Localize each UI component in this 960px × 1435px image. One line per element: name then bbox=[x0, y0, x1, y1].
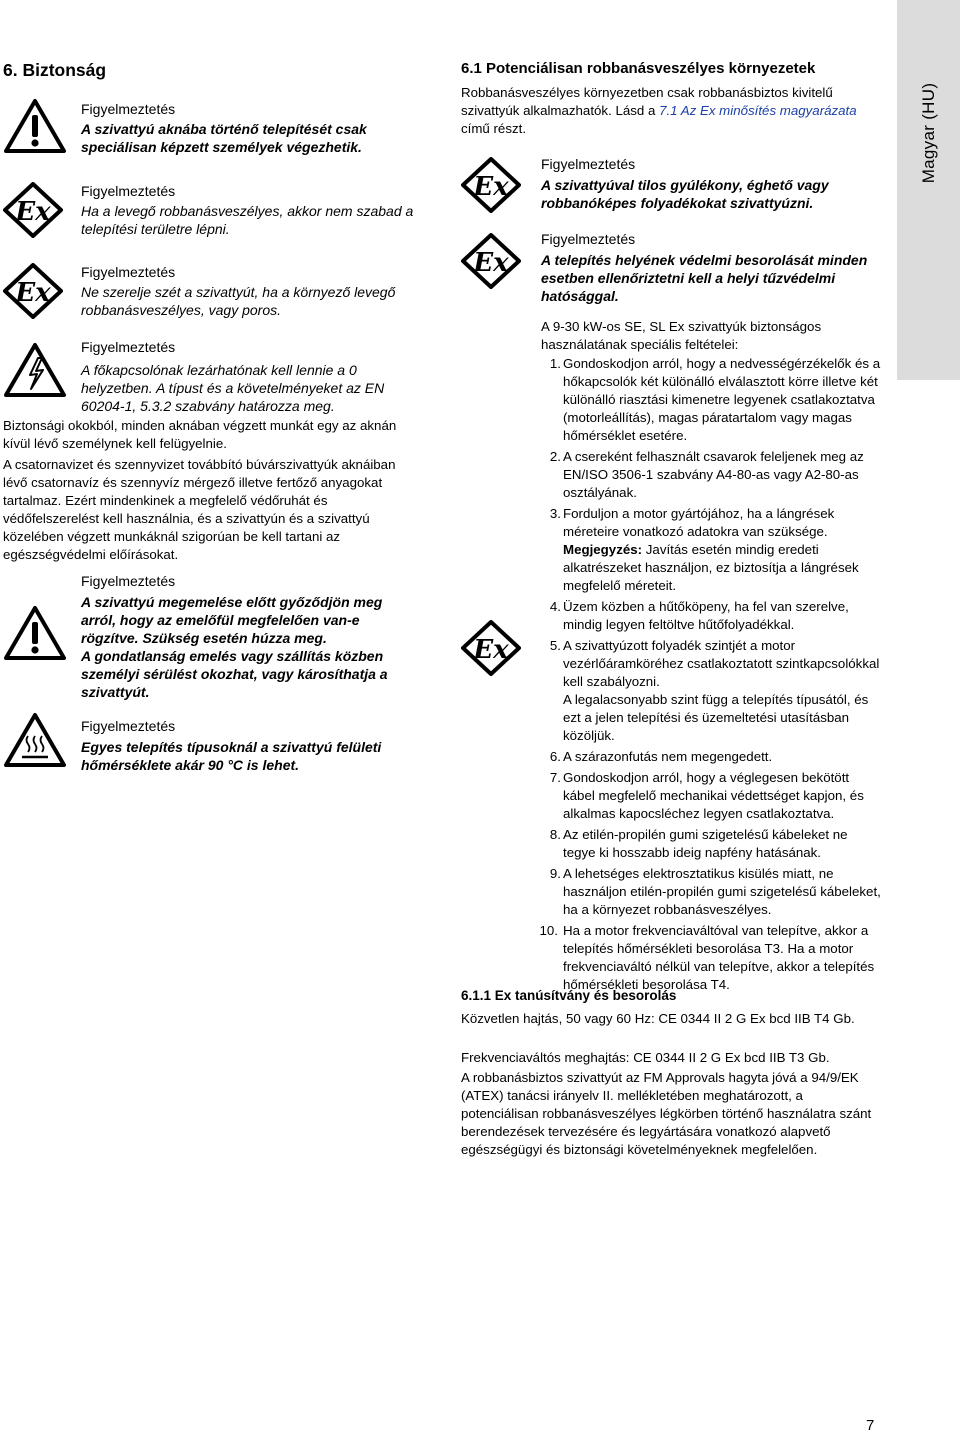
svg-text:Ex: Ex bbox=[15, 197, 51, 227]
list-text: Forduljon a motor gyártójához, ha a lángrések méreteire vonatkozó adatokra van szüksége. bbox=[563, 506, 835, 539]
warning-text: Ne szerelje szét a szivattyút, ha a környező levegő robbanásveszélyes, vagy poros. bbox=[81, 284, 396, 318]
list-number: 1. bbox=[549, 356, 561, 371]
warning-title: Figyelmeztetés bbox=[81, 183, 176, 199]
ex-explosion-icon bbox=[3, 182, 63, 238]
list-number: 6. bbox=[549, 749, 561, 764]
page-number: 7 bbox=[866, 1417, 875, 1434]
intro-suffix: című részt. bbox=[461, 121, 527, 136]
warning-title: Figyelmeztetés bbox=[81, 339, 176, 355]
subsection-heading-certificate: 6.1.1 Ex tanúsítvány és besorolás bbox=[461, 988, 677, 1003]
warning-text: A telepítés helyének védelmi besorolását minden esetben ellenőriztetni kell a helyi tűzvédelmi hatósággal. bbox=[541, 252, 868, 304]
warning-text bbox=[81, 738, 413, 774]
list-item bbox=[539, 448, 881, 502]
section-link[interactable]: 7.1 Az Ex minősítés magyarázata bbox=[659, 103, 857, 118]
note-text: Javítás esetén mindig eredeti alkatrészeket használjon, ez biztosítja a lángrések megfelelő méreteit. bbox=[563, 542, 859, 593]
ex-explosion-icon bbox=[461, 157, 521, 213]
paragraph: Frekvenciaváltós meghajtás: CE 0344 II 2 G Ex bcd IIB T3 Gb. bbox=[461, 1050, 830, 1065]
warning-line: A szivattyú megemelése előtt győződjön meg arról, hogy az emelőfül megfelelően van-e rögzítve. Szükség esetén húzza meg. bbox=[81, 594, 383, 646]
list-text: A szivattyúzott folyadék szintjét a motor vezérlőáramköréhez csatlakoztatott szintkapcsolókkal kell szabályozni. bbox=[563, 638, 880, 689]
conditions-list bbox=[539, 355, 881, 997]
list-number: 4. bbox=[549, 599, 561, 614]
list-number: 8. bbox=[549, 827, 561, 842]
ex-explosion-icon bbox=[461, 620, 521, 676]
list-note bbox=[563, 541, 881, 595]
svg-text:Ex: Ex bbox=[15, 278, 51, 308]
section-heading-safety: 6. Biztonság bbox=[3, 60, 107, 80]
conditions-intro: A 9-30 kW-os SE, SL Ex szivattyúk biztonságos használatának speciális feltételei: bbox=[541, 319, 822, 352]
warning-title: Figyelmeztetés bbox=[81, 718, 176, 734]
general-warning-icon bbox=[3, 605, 67, 661]
warning-title: Figyelmeztetés bbox=[541, 156, 636, 172]
list-text: A szárazonfutás nem megengedett. bbox=[563, 749, 773, 764]
list-number: 10. bbox=[539, 923, 558, 938]
list-item bbox=[539, 826, 881, 862]
list-item bbox=[539, 637, 881, 745]
svg-text:Ex: Ex bbox=[473, 248, 509, 278]
svg-text:Ex: Ex bbox=[473, 172, 509, 202]
general-warning-icon bbox=[3, 98, 67, 154]
svg-text:Ex: Ex bbox=[473, 635, 509, 665]
list-item bbox=[539, 598, 881, 634]
language-tab bbox=[897, 0, 960, 380]
section-heading-explosive-env: 6.1 Potenciálisan robbanásveszélyes környezetek bbox=[461, 60, 816, 77]
intro-paragraph bbox=[461, 84, 881, 138]
list-number: 3. bbox=[549, 506, 561, 521]
list-item bbox=[539, 865, 881, 919]
paragraph: Közvetlen hajtás, 50 vagy 60 Hz: CE 0344 II 2 G Ex bcd IIB T4 Gb. bbox=[461, 1011, 855, 1026]
list-text: Gondoskodjon arról, hogy a véglegesen bekötött kábel megfelelő mechanikai védettséget kapjon, és alkalmas kapocsléchez legyen csatlakoztatva. bbox=[563, 770, 864, 821]
warning-text: A szivattyú aknába történő telepítését csak speciálisan képzett személyek végezhetik. bbox=[81, 121, 367, 155]
list-item bbox=[539, 748, 881, 766]
list-item bbox=[539, 505, 881, 595]
electrical-hazard-icon bbox=[3, 342, 67, 398]
paragraph: A csatornavizet és szennyvizet továbbító búvárszivattyúk aknáiban lévő csatornavíz és szennyvíz mérgező illetve fertőző anyagokat tartalmaz. Ezért mindenkinek a megfelelő védőruhát és védőfelszerelést kell használnia, és a szivattyún és a szivattyú közelében végzett munkáknál szigorúan be kell tartani az egészségvédelmi előírásokat. bbox=[3, 457, 396, 562]
list-text: A csereként felhasznált csavarok feleljenek meg az EN/ISO 3506-1 szabvány A4-80-as vagy A2-80-as osztályának. bbox=[563, 449, 864, 500]
language-tab-label: Magyar (HU) bbox=[918, 82, 938, 184]
warning-text: Ha a levegő robbanásveszélyes, akkor nem szabad a telepítési területre lépni. bbox=[81, 203, 414, 237]
list-number: 7. bbox=[549, 770, 561, 785]
warning-text bbox=[81, 593, 413, 701]
paragraph: A robbanásbiztos szivattyút az FM Approvals hagyta jóvá a 94/9/EK (ATEX) tanácsi irányelv II. mellékletében meghatározott, a potenciálisan robbanásveszélyes légkörben történő használatra szánt berendezések tervezésére és legyártására vonatkozó alapvető egészségügyi és biztonsági követelményeknek megfelelően. bbox=[461, 1070, 872, 1157]
paragraph: Biztonsági okokból, minden aknában végzett munkát egy az aknán kívül lévő személynek kell felügyelnie. bbox=[3, 418, 397, 451]
note-label: Megjegyzés: bbox=[563, 542, 643, 557]
list-text: Üzem közben a hűtőköpeny, ha fel van szerelve, mindig legyen feltöltve hűtőfolyadékkal. bbox=[563, 599, 849, 632]
list-item bbox=[539, 769, 881, 823]
warning-text: A főkapcsolónak lezárhatónak kell lennie a 0 helyzetben. A típust és a követelményeket az EN 60204-1, 5.3.2 szabvány határozza meg. bbox=[81, 362, 385, 414]
list-text: A legalacsonyabb szint függ a telepítés típusától, és ezt a jelen telepítési és üzemeltetési utasításban közöljük. bbox=[563, 692, 869, 743]
list-text: Ha a motor frekvenciaváltóval van telepítve, akkor a telepítés hőmérsékleti besorolása T3. Ha a motor frekvenciaváltó nélkül van telepítve, akkor a telepítés hőmérsékleti besorolása T4. bbox=[563, 923, 875, 992]
warning-line: Egyes telepítés típusoknál a szivattyú felületi hőmérséklete akár 90 °C is lehet. bbox=[81, 739, 382, 773]
warning-title: Figyelmeztetés bbox=[81, 264, 176, 280]
list-text: Gondoskodjon arról, hogy a nedvességérzékelők és a hőkapcsolók két különálló elválasztott körre illetve két különálló riasztási kimenetre legyenek csatlakoztatva (motorleállítás), magas páratartalom vagy magas hőmérséklet esetére. bbox=[563, 356, 881, 443]
warning-title: Figyelmeztetés bbox=[81, 573, 176, 589]
ex-explosion-icon bbox=[461, 233, 521, 289]
warning-title: Figyelmeztetés bbox=[81, 101, 176, 117]
hot-surface-icon bbox=[3, 712, 67, 768]
list-text: A lehetséges elektrosztatikus kisülés miatt, ne használjon etilén-propilén gumi szigetelésű kábeleket, ha a környezet robbanásveszélyes. bbox=[563, 866, 881, 917]
warning-title: Figyelmeztetés bbox=[541, 231, 636, 247]
intro-prefix: Robbanásveszélyes környezetben csak robbanásbiztos kivitelű szivattyúk alkalmazhatók. Lásd a bbox=[461, 85, 833, 118]
list-text: Az etilén-propilén gumi szigetelésű kábeleket ne tegye ki hosszabb ideig napfény hatásának. bbox=[563, 827, 848, 860]
list-item bbox=[539, 355, 881, 445]
list-number: 5. bbox=[549, 638, 561, 653]
list-number: 2. bbox=[549, 449, 561, 464]
warning-line: A gondatlanság emelés vagy szállítás közben személyi sérülést okozhat, vagy károsíthatja a szivattyút. bbox=[81, 648, 388, 700]
list-number: 9. bbox=[549, 866, 561, 881]
list-item bbox=[539, 922, 881, 994]
ex-explosion-icon bbox=[3, 263, 63, 319]
warning-text: A szivattyúval tilos gyúlékony, éghető vagy robbanóképes folyadékokat szivattyúzni. bbox=[541, 177, 829, 211]
